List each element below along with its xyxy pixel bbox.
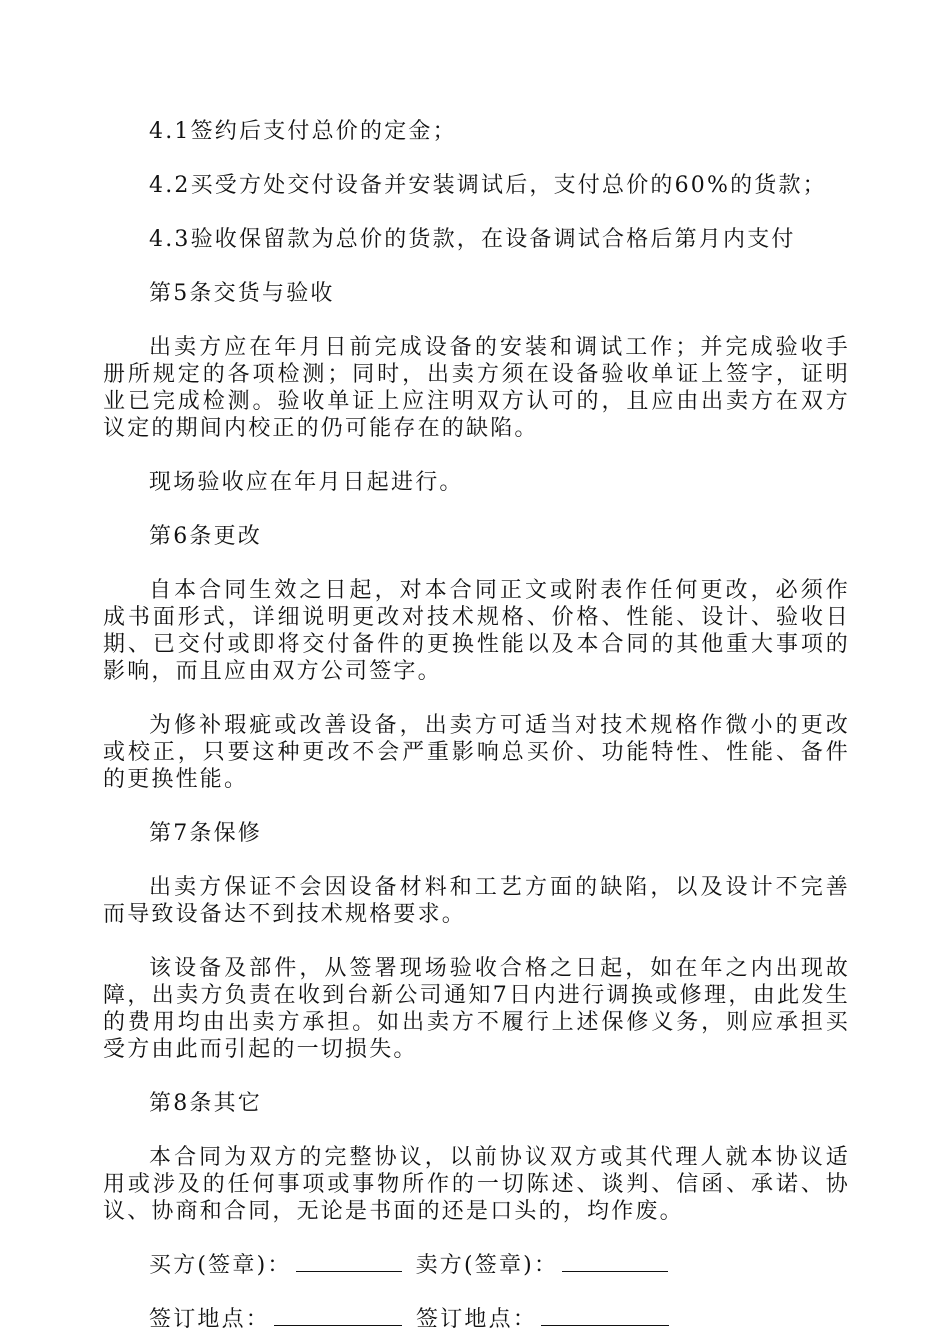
seller-place-label: 签订地点： <box>416 1307 538 1332</box>
article-7-paragraph-2: 该设备及部件，从签署现场验收合格之日起，如在年之内出现故障，出卖方负责在收到台新公司通知7日内进行调换或修理，由此发生的费用均由出卖方承担。如出卖方不履行上述保修义务，则应承担买受方由此而引起的一切损失。 <box>103 956 850 1062</box>
article-7-heading: 第7条保修 <box>149 821 262 846</box>
article-5-paragraph-1: 出卖方应在年月日前完成设备的安装和调试工作；并完成验收手册所规定的各项检测；同时，出卖方须在设备验收单证上签字，证明业已完成检测。验收单证上应注明双方认可的，且应由出卖方在双方议定的期间内校正的仍可能存在的缺陷。 <box>103 335 850 441</box>
article-5-heading: 第5条交货与验收 <box>149 281 335 306</box>
buyer-signature-blank[interactable] <box>296 1253 402 1272</box>
article-8-heading: 第8条其它 <box>149 1091 262 1116</box>
place-row <box>103 1306 850 1333</box>
buyer-place-label: 签订地点： <box>149 1307 271 1332</box>
buyer-signature-label: 买方(签章)： <box>149 1253 292 1278</box>
clause-4-2: 4.2买受方处交付设备并安装调试后，支付总价的60%的货款； <box>149 173 827 198</box>
seller-signature-label: 卖方(签章)： <box>415 1253 559 1278</box>
signature-row <box>103 1252 850 1279</box>
article-8-paragraph-1: 本合同为双方的完整协议，以前协议双方或其代理人就本协议适用或涉及的任何事项或事物所作的一切陈述、谈判、信函、承诺、协议、协商和合同，无论是书面的还是口头的，均作废。 <box>103 1145 850 1224</box>
buyer-place-blank[interactable] <box>274 1307 402 1326</box>
clause-4-3: 4.3验收保留款为总价的货款，在设备调试合格后第月内支付 <box>149 227 796 252</box>
article-6-heading: 第6条更改 <box>149 524 262 549</box>
article-5-paragraph-2: 现场验收应在年月日起进行。 <box>149 470 464 495</box>
seller-signature-blank[interactable] <box>562 1253 668 1272</box>
article-6-paragraph-2: 为修补瑕疵或改善设备，出卖方可适当对技术规格作微小的更改或校正，只要这种更改不会严重影响总买价、功能特性、性能、备件的更换性能。 <box>103 713 850 792</box>
clause-4-1: 4.1签约后支付总价的定金； <box>149 119 457 144</box>
seller-place-blank[interactable] <box>541 1307 669 1326</box>
article-7-paragraph-1: 出卖方保证不会因设备材料和工艺方面的缺陷，以及设计不完善而导致设备达不到技术规格要求。 <box>103 875 850 927</box>
article-6-paragraph-1: 自本合同生效之日起，对本合同正文或附表作任何更改，必须作成书面形式，详细说明更改对技术规格、价格、性能、设计、验收日期、已交付或即将交付备件的更换性能以及本合同的其他重大事项的影响，而且应由双方公司签字。 <box>103 578 850 684</box>
